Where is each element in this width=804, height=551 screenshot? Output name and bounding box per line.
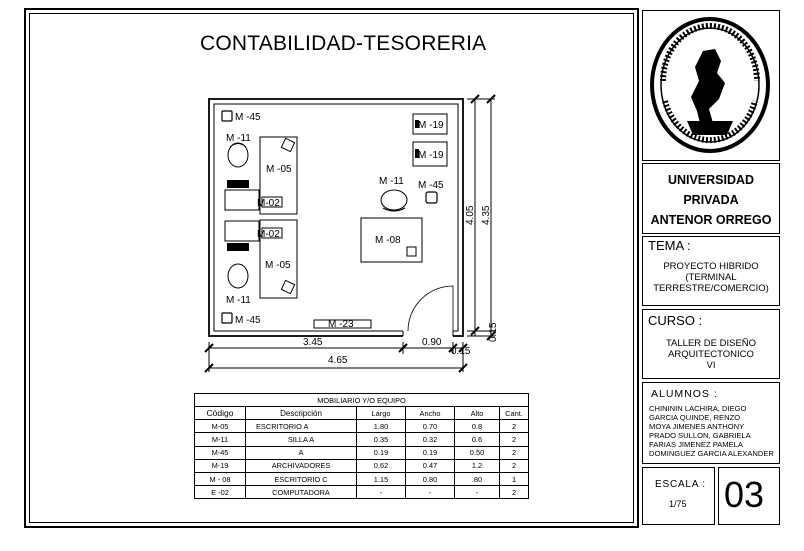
alumnos-box [642, 382, 780, 464]
table-cell: 1.15 [357, 472, 406, 485]
table-cell: A [246, 446, 357, 459]
table-cell: 0.35 [357, 433, 406, 446]
table-cell: 2 [500, 446, 529, 459]
dim-405: 4.05 [465, 205, 476, 225]
table-cell: - [406, 486, 455, 499]
table-header-cell: Ancho [406, 407, 455, 420]
table-cell: 0.19 [357, 446, 406, 459]
label-m05-top: M -05 [266, 164, 292, 175]
table-cell: 1.2 [455, 459, 500, 472]
label-m45-center: M -45 [418, 180, 444, 191]
computer-e02-top [227, 180, 249, 188]
dim-015: 0.15 [451, 346, 471, 357]
logo-box [642, 10, 780, 161]
alumno-name: PRADO SULLON, GABRIELA [649, 431, 751, 441]
furniture-m45-bottom [222, 313, 232, 323]
curso-line-3: VI [706, 360, 716, 371]
furniture-m45-center [426, 192, 437, 203]
escala-box [642, 467, 715, 525]
alumno-name: CHINININ LACHIRA, DIEGO [649, 404, 747, 413]
table-cell: 0.62 [357, 459, 406, 472]
label-m19-b: M -19 [418, 150, 444, 161]
label-m11-top: M -11 [226, 133, 251, 144]
table-cell: .80 [455, 472, 500, 485]
table-header-cell: Descripción [246, 407, 357, 420]
university-seal-logo [643, 11, 778, 159]
table-cell: M-11 [195, 433, 246, 446]
alumno-name: FARIAS JIMENEZ PAMELA [649, 440, 743, 450]
table-row [195, 446, 529, 459]
label-m45-bottom: M -45 [235, 315, 261, 326]
table-header-cell: Cant. [500, 407, 529, 420]
dim-435: 4.35 [481, 205, 492, 225]
table-cell: 1 [500, 472, 529, 485]
university-line-3: ANTENOR ORREGO [650, 213, 772, 227]
alumno-name: DOMINGUEZ GARCIA ALEXANDER [649, 449, 774, 459]
escala-value: 1/75 [669, 499, 687, 509]
tema-line-2: (TERMINAL [685, 272, 737, 283]
computer-e02-bottom [227, 243, 249, 251]
table-row [195, 459, 529, 472]
alumno-name: MOYA JIMENES ANTHONY [649, 422, 745, 432]
table-cell: 2 [500, 420, 529, 433]
table-header-cell: Código [195, 407, 246, 420]
sheet-number-box [718, 467, 780, 525]
label-m02-top: M-02 [257, 198, 280, 209]
table-cell: 2 [500, 433, 529, 446]
label-m23: M -23 [328, 319, 354, 330]
table-cell: M - 08 [195, 472, 246, 485]
table-cell: M-19 [195, 459, 246, 472]
table-cell: ARCHIVADORES [246, 459, 357, 472]
table-cell: - [357, 486, 406, 499]
table-cell: 2 [500, 486, 529, 499]
table-cell: 0.32 [406, 433, 455, 446]
label-m19-a: M -19 [418, 120, 444, 131]
table-cell: 0.6 [455, 433, 500, 446]
curso-line-1: TALLER DE DISEÑO [665, 338, 757, 349]
table-cell: - [455, 486, 500, 499]
table-cell: E -02 [195, 486, 246, 499]
table-cell: 1.80 [357, 420, 406, 433]
tema-line-3: TERRESTRE/COMERCIO) [653, 283, 769, 294]
dim-090: 0.90 [422, 337, 442, 348]
tema-label: TEMA : [648, 238, 691, 253]
table-cell: COMPUTADORA [246, 486, 357, 499]
table-cell: 0.19 [406, 446, 455, 459]
table-cell: 2 [500, 459, 529, 472]
label-m08: M -08 [375, 235, 401, 246]
table-row [195, 472, 529, 485]
furniture-table [194, 393, 529, 499]
alumno-name: GARCIA QUINDE, RENZO [649, 413, 741, 423]
university-line-2: PRIVADA [683, 193, 739, 207]
table-row [195, 420, 529, 433]
table-header-row [195, 407, 529, 420]
alumnos-list [649, 404, 774, 459]
table-header-cell: Alto [455, 407, 500, 420]
curso-label: CURSO : [648, 313, 703, 328]
curso-box [642, 309, 780, 379]
label-m11-center: M -11 [379, 176, 404, 187]
table-cell: 0.47 [406, 459, 455, 472]
table-cell: 0.70 [406, 420, 455, 433]
table-row [195, 433, 529, 446]
label-m45-top: M -45 [235, 112, 261, 123]
table-cell: ESCRITORIO C [246, 472, 357, 485]
label-m11-bottom: M -11 [226, 295, 251, 306]
table-cell: ESCRITORIO A [246, 420, 357, 433]
label-m05-bottom: M -05 [265, 260, 291, 271]
dim-015-vertical: 0.15 [488, 322, 499, 342]
curso-line-2: ARQUITECTONICO [668, 349, 754, 360]
sheet-number: 03 [724, 474, 765, 515]
table-cell: M-45 [195, 446, 246, 459]
table-caption: MOBILIARIO Y/O EQUIPO [195, 394, 529, 407]
tema-box [642, 236, 780, 306]
chair-m11-center [381, 190, 407, 210]
door-swing [408, 286, 453, 331]
university-line-1: UNIVERSIDAD [667, 173, 755, 187]
label-m02-bottom: M-02 [257, 229, 280, 240]
table-header-cell: Largo [357, 407, 406, 420]
table-cell: M-05 [195, 420, 246, 433]
chair-m11-bottom [228, 264, 248, 288]
dim-345: 3.45 [303, 337, 323, 348]
table-row [195, 486, 529, 499]
tema-text [643, 261, 779, 294]
floor-plan [195, 92, 515, 382]
alumnos-label: ALUMNOS : [651, 388, 718, 400]
table-cell: SILLA A [246, 433, 357, 446]
university-box [642, 163, 780, 234]
escala-label: ESCALA : [655, 479, 706, 490]
dim-465: 4.65 [328, 355, 348, 366]
tema-line-1: PROYECTO HIBRIDO [663, 261, 759, 272]
curso-text [643, 338, 779, 371]
sheet-title: CONTABILIDAD-TESORERIA [200, 32, 487, 55]
table-cell: 0.8 [455, 420, 500, 433]
table-cell: 0.50 [455, 446, 500, 459]
table-cell: 0.80 [406, 472, 455, 485]
furniture-m45-top [222, 111, 232, 121]
